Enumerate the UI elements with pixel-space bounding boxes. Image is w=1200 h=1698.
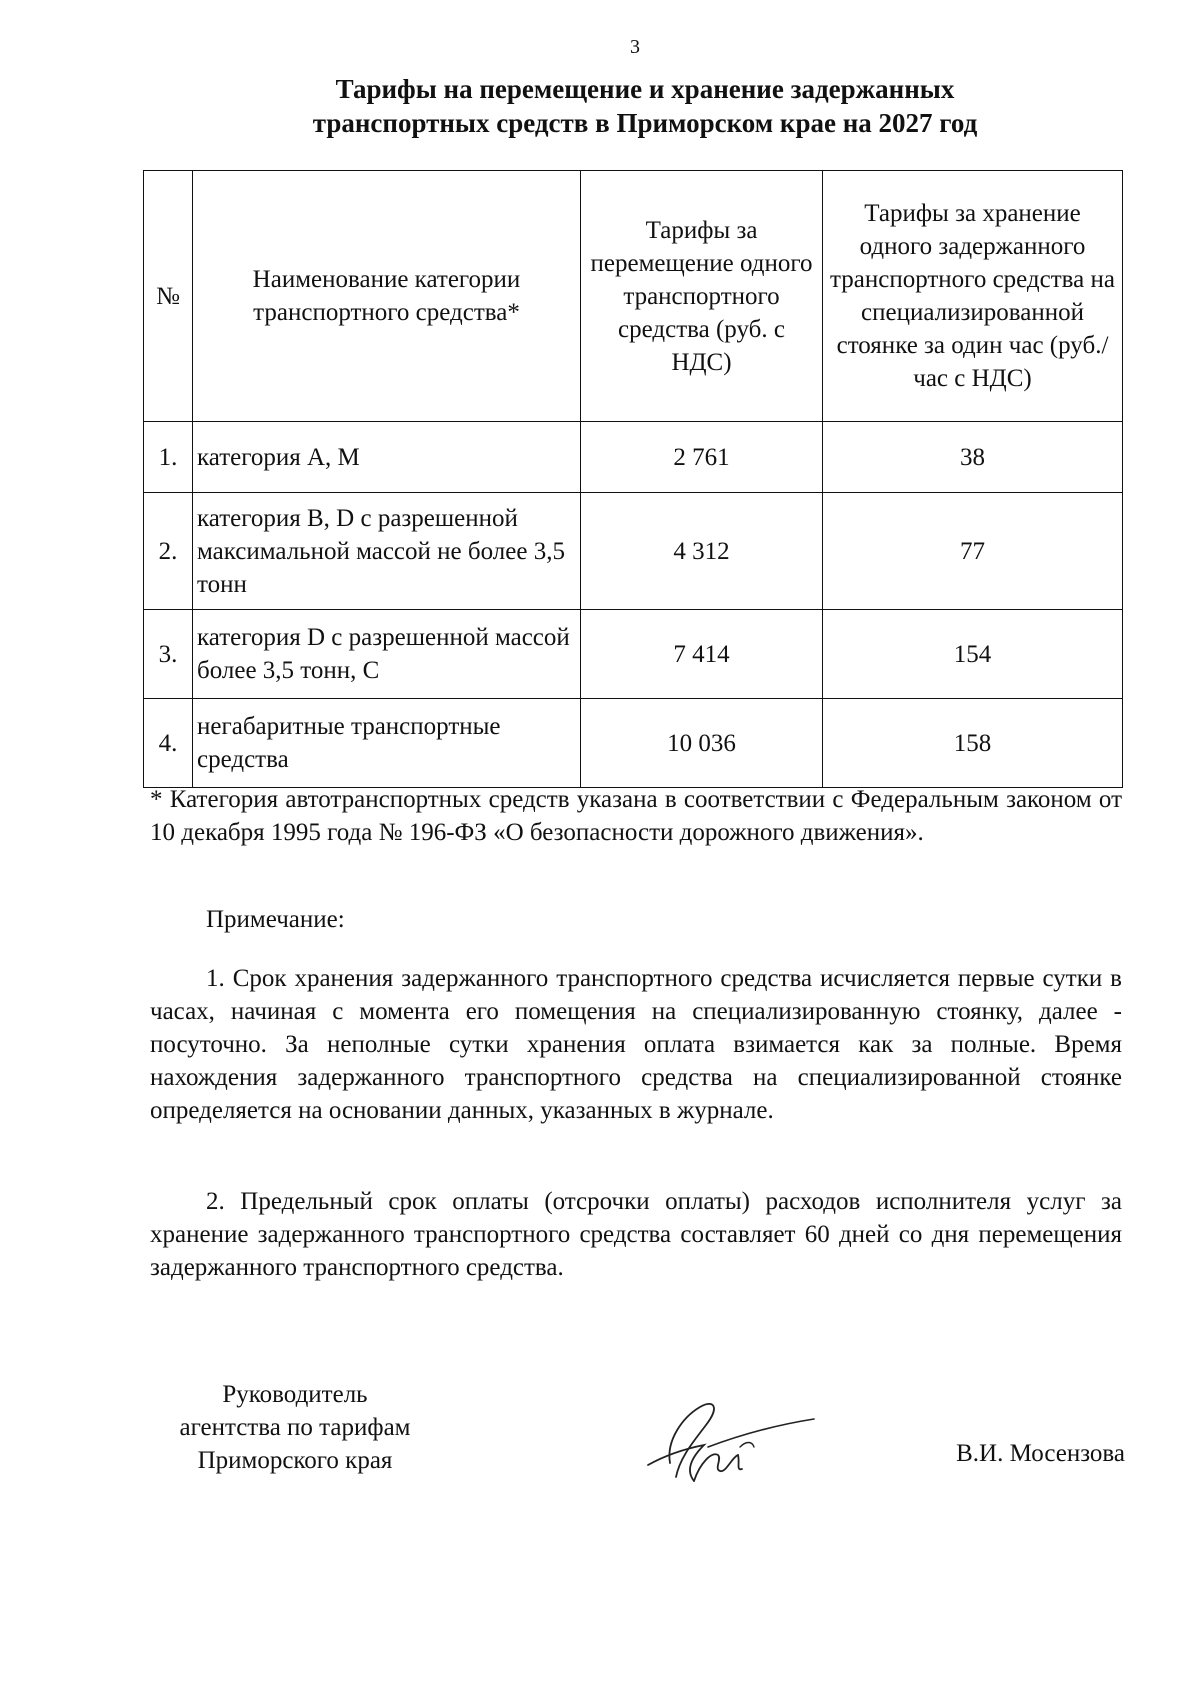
- row-number: 3.: [144, 610, 193, 699]
- row-category: категория А, М: [193, 422, 581, 493]
- row-category: категория В, D с разрешенной максимальной массой не более 3,5 тонн: [193, 493, 581, 610]
- row-storage-tariff: 158: [823, 699, 1123, 788]
- row-number: 1.: [144, 422, 193, 493]
- table-row: [144, 493, 1123, 610]
- table-header-row: [144, 171, 1123, 422]
- row-transfer-tariff: 10 036: [581, 699, 823, 788]
- row-storage-tariff: 154: [823, 610, 1123, 699]
- signatory-position-line-1: Руководитель: [222, 1381, 368, 1408]
- row-category: негабаритные транспортные средства: [193, 699, 581, 788]
- header-category-name: Наименование категории транспортного средства*: [193, 171, 581, 422]
- document-title-line-2: транспортных средств в Приморском крае на 2027 год: [312, 108, 978, 138]
- row-category: категория D с разрешенной массой более 3,5 тонн, С: [193, 610, 581, 699]
- table-row: [144, 422, 1123, 493]
- signatory-name: В.И. Мосензова: [956, 1440, 1125, 1467]
- notes-heading: Примечание:: [206, 906, 345, 933]
- header-transfer-tariff: Тарифы за перемещение одного транспортного средства (руб. с НДС): [581, 171, 823, 422]
- footnote: * Категория автотранспортных средств указана в соответствии с Федеральным законом от 10 декабря 1995 года № 196-ФЗ «О безопасности дорожного движения».: [150, 786, 1122, 846]
- row-number: 4.: [144, 699, 193, 788]
- table-row: [144, 610, 1123, 699]
- row-number: 2.: [144, 493, 193, 610]
- note-item-2: 2. Предельный срок оплаты (отсрочки оплаты) расходов исполнителя услуг за хранение задержанного транспортного средства составляет 60 дней со дня перемещения задержанного транспортного средства.: [150, 1188, 1122, 1281]
- tariffs-table: [143, 170, 1123, 788]
- page-number: 3: [630, 36, 640, 58]
- row-transfer-tariff: 2 761: [581, 422, 823, 493]
- signatory-position: [150, 1378, 440, 1477]
- signatory-position-line-2: агентства по тарифам: [179, 1414, 411, 1441]
- header-storage-tariff: Тарифы за хранение одного задержанного транспортного средства на специализированной стоянке за один час (руб./час с НДС): [823, 171, 1123, 422]
- row-transfer-tariff: 4 312: [581, 493, 823, 610]
- signatory-position-line-3: Приморского края: [197, 1447, 393, 1474]
- row-storage-tariff: 77: [823, 493, 1123, 610]
- document-title: [150, 72, 1140, 140]
- row-storage-tariff: 38: [823, 422, 1123, 493]
- note-item-1: 1. Срок хранения задержанного транспортного средства исчисляется первые сутки в часах, начиная с момента его помещения на специализированную стоянку, далее - посуточно. За неполные сутки хранения оплата взимается как за полные. Время нахождения задержанного транспортного средства на специализированной стоянке определяется на основании данных, указанных в журнале.: [150, 965, 1122, 1124]
- handwritten-signature: [628, 1385, 818, 1495]
- row-transfer-tariff: 7 414: [581, 610, 823, 699]
- header-number: №: [144, 171, 193, 422]
- table-row: [144, 699, 1123, 788]
- document-title-line-1: Тарифы на перемещение и хранение задержанных: [335, 74, 955, 104]
